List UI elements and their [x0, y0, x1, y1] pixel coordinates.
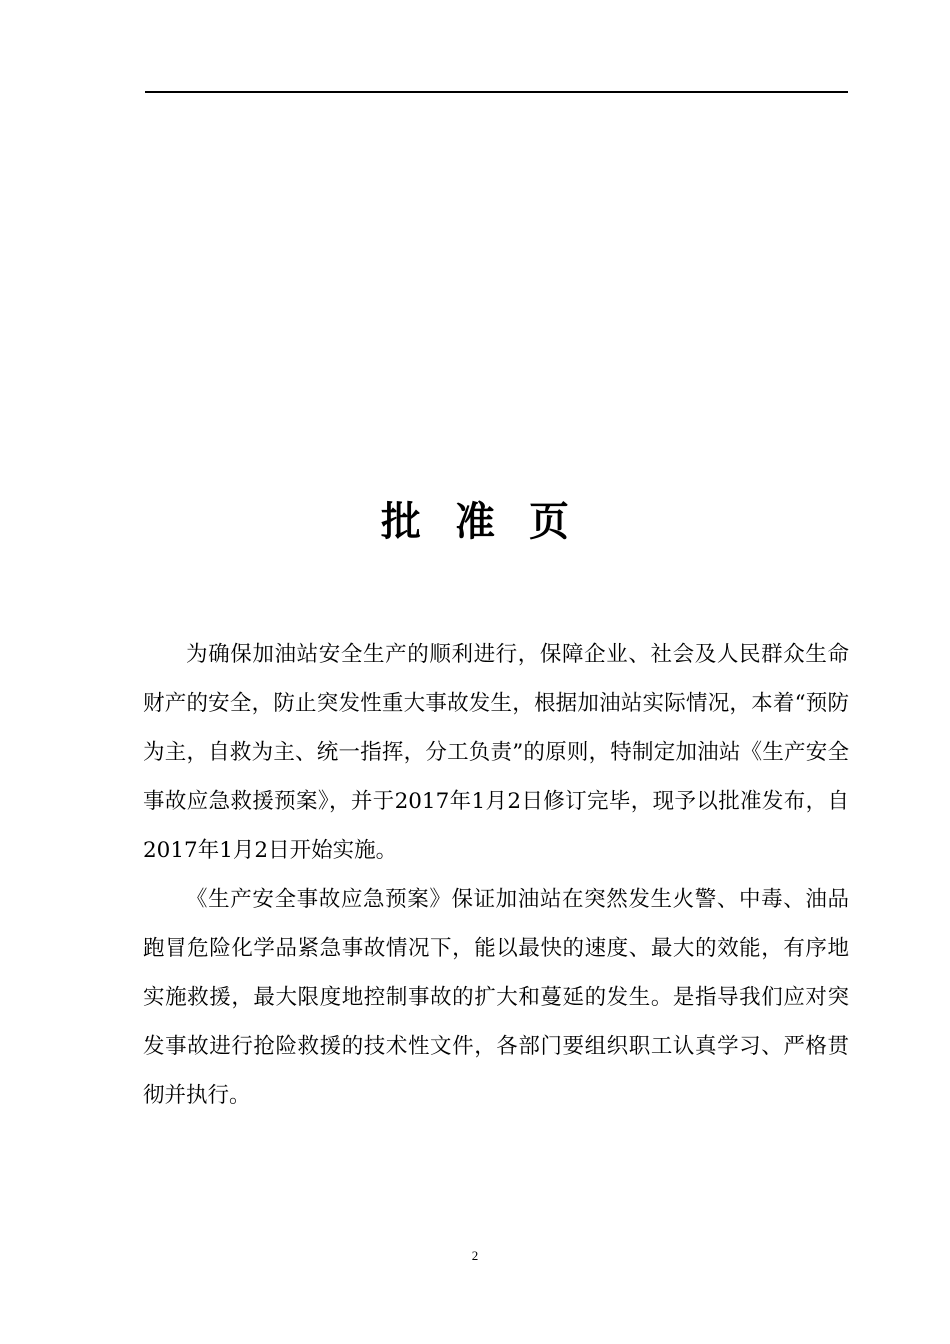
paragraph-approval: 为确保加油站安全生产的顺利进行，保障企业、社会及人民群众生命财产的安全，防止突发性重大事故发生，根据加油站实际情况，本着“预防为主，自救为主、统一指挥，分工负责”的原则，特制定加油站《生产安全事故应急救援预案》，并于2017年1月2日修订完毕，现予以批准发布，自2017年1月2日开始实施。: [143, 642, 849, 863]
paragraph-purpose: 《生产安全事故应急预案》保证加油站在突然发生火警、中毒、油品跑冒危险化学品紧急事故情况下，能以最快的速度、最大的效能，有序地实施救援，最大限度地控制事故的扩大和蔓延的发生。是指导我们应对突发事故进行抢险救援的技术性文件，各部门要组织职工认真学习、严格贯彻并执行。: [143, 887, 849, 1108]
body-text: [143, 630, 849, 1120]
header-rule: [145, 91, 848, 93]
page-title: 批准页: [381, 498, 603, 545]
page-number: 2: [471, 1248, 479, 1263]
